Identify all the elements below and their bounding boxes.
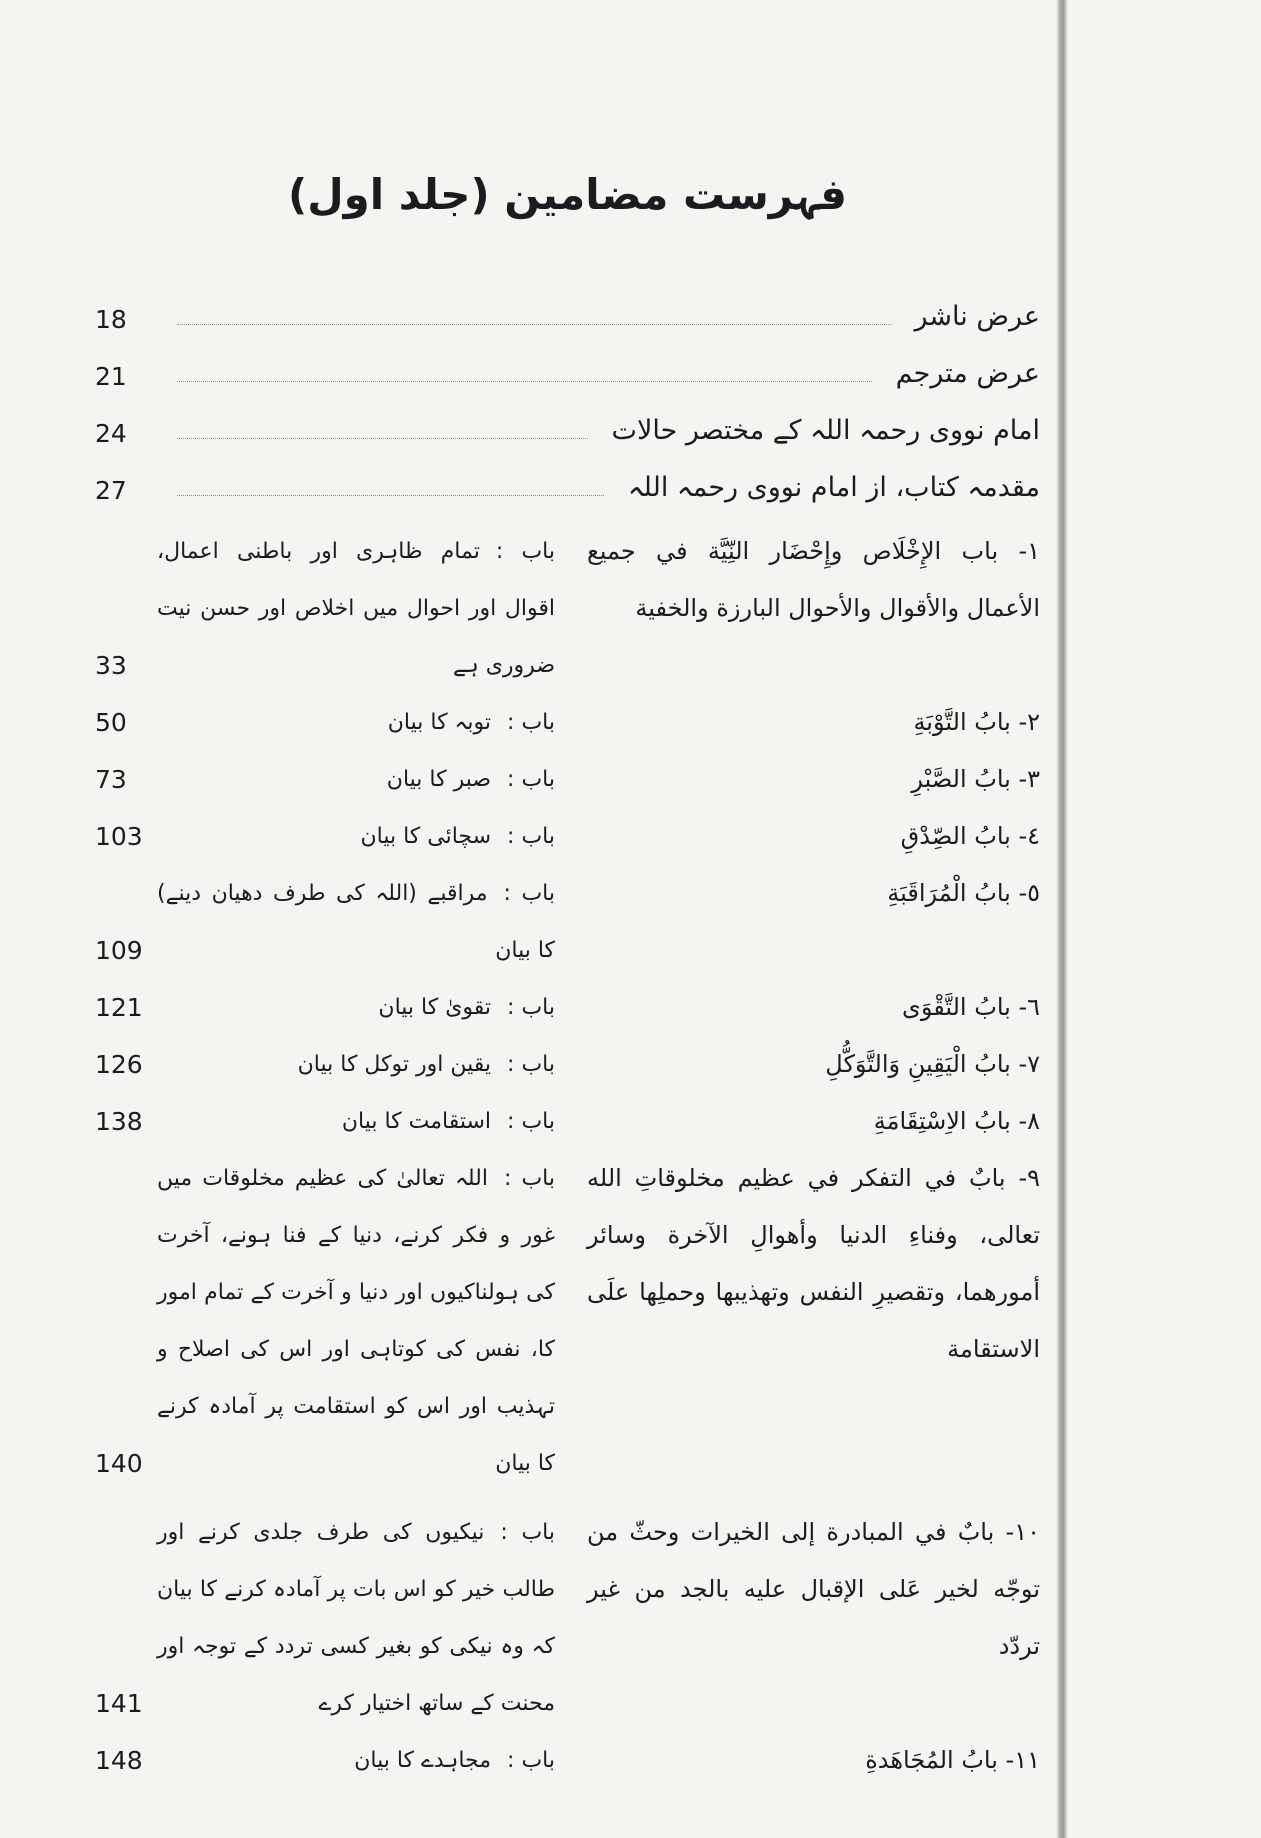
chapter-arabic-title: ٣- بابُ الصَّبْرِ <box>911 764 1040 793</box>
page-gutter-shadow <box>1056 0 1068 1838</box>
toc-entry <box>95 336 1040 393</box>
toc-page-number: 24 <box>95 419 127 449</box>
chapter-page-number: 140 <box>95 1448 143 1478</box>
bab-label: باب : <box>503 1165 555 1191</box>
chapter-urdu-text: توبہ کا بیان <box>387 709 492 735</box>
chapter-urdu-text: مراقبے (اللہ کی طرف دھیان دینے) کا بیان <box>157 880 555 963</box>
chapter-page-number: 121 <box>95 992 143 1022</box>
chapter-arabic-title: ٦- بابُ التَّقْوَى <box>902 992 1040 1021</box>
chapter-urdu-text: صبر کا بیان <box>386 766 492 792</box>
dotted-leader-line <box>177 381 872 382</box>
bab-label: باب : <box>500 1519 555 1545</box>
chapter-arabic-title: ٥- بابُ الْمُرَاقَبَةِ <box>887 878 1040 907</box>
chapter-page-number: 141 <box>95 1688 143 1718</box>
chapter-urdu-title <box>157 523 555 694</box>
chapter-arabic-title: ٤- بابُ الصِّدْقِ <box>900 821 1040 850</box>
chapter-urdu-title <box>157 1504 555 1732</box>
chapter-page-number: 126 <box>95 1049 143 1079</box>
toc-page-number: 18 <box>95 305 127 335</box>
chapter-entry <box>95 1732 1040 1789</box>
chapter-page-number: 73 <box>95 764 127 794</box>
bab-label: باب : <box>507 709 555 735</box>
chapter-arabic-title: ٩- بابٌ في التفكر في عظيم مخلوقاتِ الله تعالى، وفناءِ الدنيا وأهوالِ الآخرة وسائر أمورهما، وتقصيرِ النفس وتهذيبها وحملِها علَى الاستقامة <box>587 1163 1040 1363</box>
toc-page-number: 21 <box>95 362 127 392</box>
dotted-leader-line <box>177 495 604 496</box>
toc-entry-title: عرض مترجم <box>895 358 1040 390</box>
chapter-urdu-text: اللہ تعالیٰ کی عظیم مخلوقات میں غور و فکر کرنے، دنیا کے فنا ہونے، آخرت کی ہولناکیوں اور دنیا و آخرت کے تمام امور کا، نفس کی کوتاہی اور اس کی اصلاح و تہذیب اور اس کو استقامت پر آمادہ کرنے کا بیان <box>157 1165 555 1476</box>
chapter-entry <box>95 694 1040 751</box>
toc-entry <box>95 279 1040 336</box>
bab-label: باب : <box>507 1747 555 1773</box>
chapter-urdu-title <box>157 1093 555 1150</box>
bab-label: باب : <box>507 1051 555 1077</box>
chapter-urdu-text: تمام ظاہری اور باطنی اعمال، اقوال اور احوال میں اخلاص اور حسن نیت ضروری ہے <box>157 538 555 678</box>
page-title: فہرست مضامین (جلد اول) <box>288 170 847 219</box>
chapter-page-number: 138 <box>95 1106 143 1136</box>
chapter-urdu-title <box>157 1150 555 1492</box>
bab-label: باب : <box>507 1108 555 1134</box>
chapter-arabic-title: ١- باب الإِخْلَاص وإِحْضَار النِّيَّة في جميع الأعمال والأقوال والأحوال البارزة والخفية <box>587 536 1040 622</box>
chapter-urdu-text: یقین اور توکل کا بیان <box>297 1051 492 1077</box>
chapter-urdu-text: نیکیوں کی طرف جلدی کرنے اور طالب خیر کو اس بات پر آمادہ کرنے کا بیان کہ وہ نیکی کو بغیر کسی تردد کے توجہ اور محنت کے ساتھ اختیار کرے <box>157 1519 555 1716</box>
front-matter-list <box>95 279 1040 507</box>
chapter-urdu-title <box>157 694 555 751</box>
chapter-page-number: 148 <box>95 1745 143 1775</box>
chapter-entry <box>95 979 1040 1036</box>
bab-label: باب : <box>507 823 555 849</box>
chapter-urdu-text: تقویٰ کا بیان <box>378 994 492 1020</box>
bab-label: باب : <box>503 880 555 906</box>
chapter-urdu-text: مجاہدے کا بیان <box>354 1747 492 1773</box>
toc-entry-title: امام نووی رحمہ اللہ کے مختصر حالات <box>611 415 1040 447</box>
chapter-page-number: 109 <box>95 935 143 965</box>
toc-entry-title: مقدمہ کتاب، از امام نووی رحمہ اللہ <box>627 472 1040 504</box>
chapter-entry <box>95 1036 1040 1093</box>
chapter-arabic-title: ١١- بابُ المُجَاهَدةِ <box>865 1745 1040 1774</box>
chapter-arabic-title: ٢- بابُ التَّوْبَةِ <box>913 707 1040 736</box>
chapter-entry <box>95 865 1040 979</box>
chapter-list <box>95 523 1040 1789</box>
chapter-urdu-title <box>157 808 555 865</box>
page-content <box>95 0 1040 1789</box>
chapter-entry <box>95 1093 1040 1150</box>
chapter-entry <box>95 1150 1040 1492</box>
chapter-urdu-title <box>157 1036 555 1093</box>
chapter-entry <box>95 751 1040 808</box>
chapter-urdu-title <box>157 979 555 1036</box>
toc-page-number: 27 <box>95 476 127 506</box>
chapter-arabic-title: ١٠- بابٌ في المبادرة إلى الخيرات وحثّ من توجّه لخير عَلى الإقبال عليه بالجد من غير تردّد <box>587 1517 1040 1660</box>
chapter-urdu-text: استقامت کا بیان <box>341 1108 492 1134</box>
chapter-page-number: 50 <box>95 707 127 737</box>
chapter-urdu-text: سچائی کا بیان <box>360 823 492 849</box>
bab-label: باب : <box>507 766 555 792</box>
chapter-arabic-title: ٧- بابُ الْيَقِينِ وَالتَّوَكُّلِ <box>825 1049 1040 1078</box>
chapter-urdu-title <box>157 751 555 808</box>
chapter-arabic-title: ٨- بابُ الاِسْتِقَامَةِ <box>873 1106 1040 1135</box>
dotted-leader-line <box>177 438 588 439</box>
chapter-page-number: 33 <box>95 650 127 680</box>
chapter-entry <box>95 523 1040 694</box>
toc-entry <box>95 393 1040 450</box>
dotted-leader-line <box>177 324 891 325</box>
chapter-entry <box>95 1504 1040 1732</box>
bab-label: باب : <box>507 994 555 1020</box>
toc-entry-title: عرض ناشر <box>914 301 1040 333</box>
toc-entry <box>95 450 1040 507</box>
chapter-urdu-title <box>157 865 555 979</box>
chapter-entry <box>95 808 1040 865</box>
bab-label: باب : <box>495 538 555 564</box>
chapter-urdu-title <box>157 1732 555 1789</box>
chapter-page-number: 103 <box>95 821 143 851</box>
